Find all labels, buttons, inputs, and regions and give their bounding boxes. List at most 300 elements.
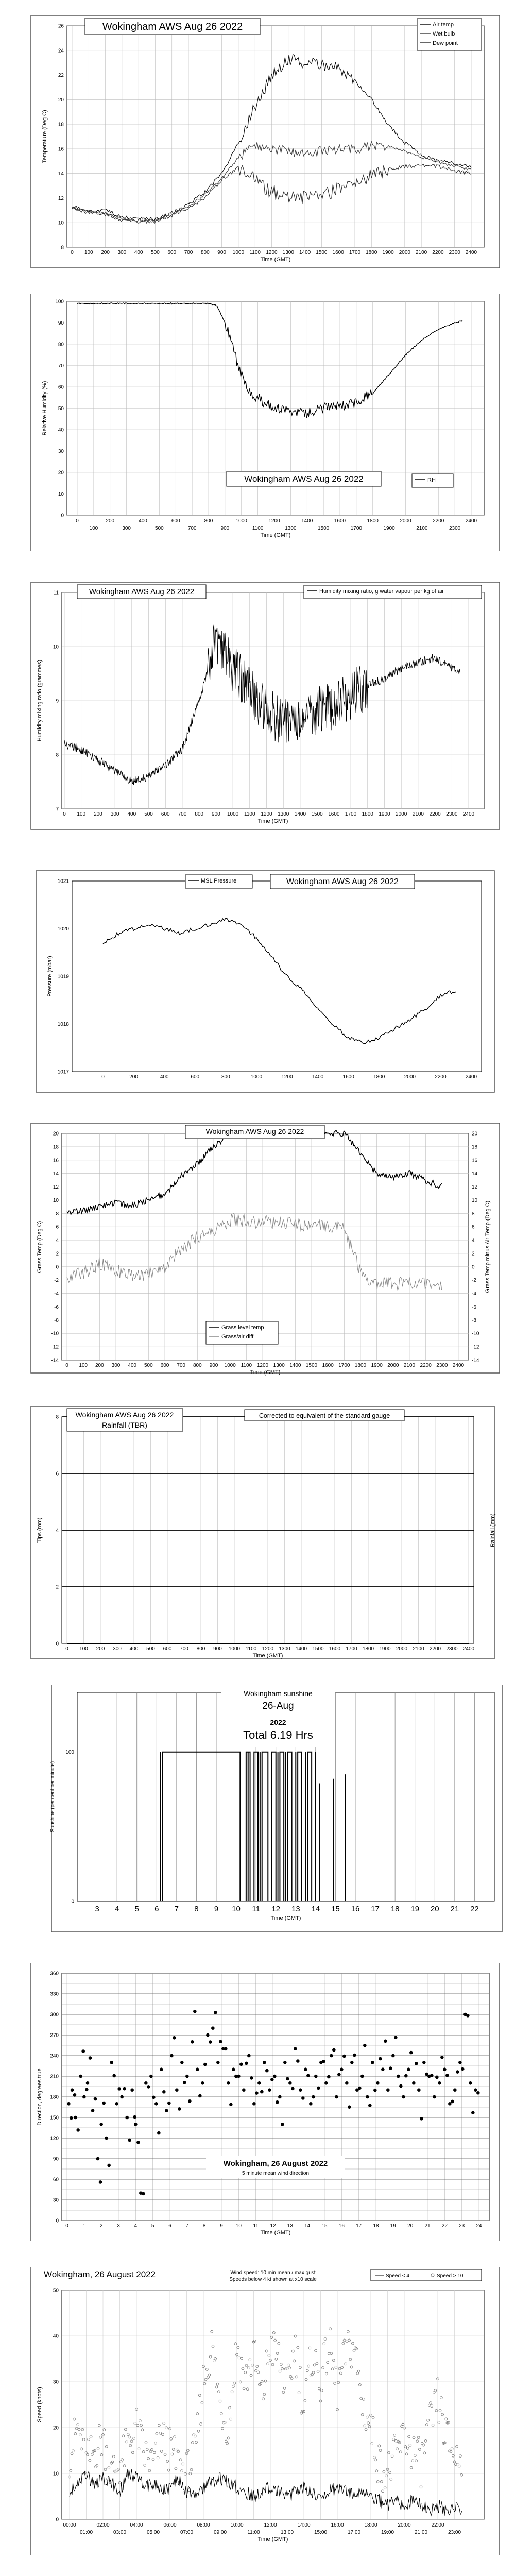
direction-point xyxy=(476,2091,480,2095)
y-tick-label: 1018 xyxy=(57,1022,69,1027)
y-tick-label: 18 xyxy=(53,1144,59,1150)
direction-point xyxy=(165,2109,168,2112)
x-tick-label: 7 xyxy=(174,1905,179,1913)
chart-wind-speed xyxy=(0,2267,515,2555)
x-tick-label: 800 xyxy=(193,1363,202,1368)
x-axis-label: Time (GMT) xyxy=(252,1653,283,1659)
direction-point xyxy=(81,2049,85,2053)
x-tick-label: 500 xyxy=(146,1646,155,1652)
x-tick-label: 600 xyxy=(160,1363,169,1368)
x-tick-label: 21 xyxy=(450,1905,459,1913)
chart-title: Wokingham, 26 August 2022 xyxy=(44,2269,156,2279)
x-tick-label: 1200 xyxy=(261,811,272,817)
x-tick-label: 12:00 xyxy=(264,2522,277,2528)
direction-point xyxy=(288,2081,292,2085)
direction-point xyxy=(409,2051,413,2055)
direction-point xyxy=(317,2087,320,2090)
y-tick-label: 8 xyxy=(56,752,59,758)
y-tick-label: 2 xyxy=(56,1251,59,1257)
direction-point xyxy=(85,2088,89,2092)
plot-area xyxy=(72,881,482,1072)
y-tick-label: 14 xyxy=(58,171,64,177)
x-tick-label: 2000 xyxy=(404,1074,416,1080)
y-axis-label: Speed (knots) xyxy=(37,2387,43,2422)
x-tick-label: 04:00 xyxy=(130,2522,143,2528)
direction-point xyxy=(458,2061,462,2064)
x-tick-label: 1000 xyxy=(228,1646,241,1652)
x-tick-label: 9 xyxy=(220,2223,223,2229)
direction-point xyxy=(201,2081,204,2085)
direction-point xyxy=(394,2036,398,2040)
direction-point xyxy=(371,2061,374,2064)
y-tick-label: 1017 xyxy=(57,1069,69,1075)
direction-point xyxy=(471,2111,475,2114)
x-tick-label: 19:00 xyxy=(381,2530,394,2535)
x-tick-label: 1600 xyxy=(342,1074,354,1080)
direction-point xyxy=(96,2157,100,2161)
x-tick-label: 24 xyxy=(476,2223,482,2229)
x-tick-label: 1900 xyxy=(379,1646,391,1652)
y-tick-label: 40 xyxy=(53,2333,59,2340)
y-tick-label: 300 xyxy=(50,2012,59,2018)
chart-total: Total 6.19 Hrs xyxy=(243,1728,313,1741)
x-tick-label: 15:00 xyxy=(314,2530,328,2535)
direction-point xyxy=(152,2096,156,2099)
direction-point xyxy=(306,2074,310,2078)
x-tick-label: 1500 xyxy=(312,1646,324,1652)
x-tick-label: 2000 xyxy=(399,250,410,256)
direction-point xyxy=(402,2095,405,2099)
direction-point xyxy=(242,2088,246,2092)
legend-label: MSL Pressure xyxy=(201,878,237,884)
direction-point xyxy=(445,2074,449,2077)
direction-point xyxy=(99,2180,102,2184)
x-tick-label: 6 xyxy=(168,2223,171,2229)
x-tick-label: 15 xyxy=(331,1905,340,1913)
direction-point xyxy=(224,2047,228,2051)
x-tick-label: 400 xyxy=(129,1646,139,1652)
x-tick-label: 300 xyxy=(110,811,119,817)
y2-tick-label: -10 xyxy=(472,1331,479,1337)
direction-point xyxy=(245,2062,248,2065)
x-tick-label: 2200 xyxy=(429,1646,441,1652)
x-tick-label: 3 xyxy=(117,2223,120,2229)
y-tick-label: -2 xyxy=(54,1278,59,1284)
direction-point xyxy=(299,2088,302,2092)
x-tick-label: 800 xyxy=(195,811,204,817)
direction-point xyxy=(373,2089,377,2092)
x-tick-label: 15 xyxy=(321,2223,328,2229)
x-tick-label: 17 xyxy=(356,2223,362,2229)
x-tick-label: 600 xyxy=(171,518,180,524)
y-tick-label: 60 xyxy=(58,384,64,391)
x-tick-label: 05:00 xyxy=(146,2530,160,2535)
x-tick-label: 1500 xyxy=(305,1363,318,1368)
x-tick-label: 8 xyxy=(194,1905,199,1913)
y-tick-label: 40 xyxy=(58,427,64,433)
x-tick-label: 200 xyxy=(101,250,110,256)
chart-title: Wokingham AWS Aug 26 2022 xyxy=(205,1127,304,1136)
direction-point xyxy=(350,2061,354,2064)
x-tick-label: 1200 xyxy=(256,1363,269,1368)
x-tick-label: 19 xyxy=(410,1905,420,1913)
direction-point xyxy=(324,2081,328,2085)
chart-date: 26-Aug xyxy=(262,1701,294,1711)
y-tick-label: 0 xyxy=(71,1899,74,1905)
x-tick-label: 1900 xyxy=(379,811,390,817)
x-tick-label: 3 xyxy=(95,1905,99,1913)
y-tick-label: 26 xyxy=(58,23,64,29)
x-tick-label: 200 xyxy=(129,1074,138,1080)
x-tick-label: 100 xyxy=(77,811,86,817)
chart-subtitle-2: Speeds below 4 kt shown at x10 scale xyxy=(229,2277,317,2282)
x-tick-label: 300 xyxy=(111,1363,121,1368)
chart-mixing-ratio xyxy=(0,577,515,835)
x-tick-label: 2400 xyxy=(462,1646,475,1652)
x-tick-label: 1100 xyxy=(241,1363,252,1368)
y-axis-label: Humidity mixing ratio (grammes) xyxy=(37,659,43,742)
x-tick-label: 700 xyxy=(177,1363,186,1368)
x-tick-label: 22:00 xyxy=(431,2522,444,2528)
x-tick-label: 1800 xyxy=(373,1074,385,1080)
x-tick-label: 1600 xyxy=(322,1363,334,1368)
direction-point xyxy=(265,2069,269,2073)
y-axis-label: Tips (mm) xyxy=(37,1517,43,1543)
direction-point xyxy=(128,2139,131,2142)
x-tick-label: 2400 xyxy=(465,250,477,256)
x-tick-label: 12 xyxy=(271,1905,281,1913)
x-tick-label: 0 xyxy=(76,518,79,524)
x-tick-label: 900 xyxy=(217,250,226,256)
y-tick-label: 6 xyxy=(56,1471,59,1477)
x-tick-label: 2300 xyxy=(446,811,458,817)
x-axis-label: Time (GMT) xyxy=(260,2230,291,2236)
direction-point xyxy=(312,2095,315,2099)
direction-point xyxy=(191,2040,194,2044)
x-tick-label: 1400 xyxy=(294,811,306,817)
x-tick-label: 10 xyxy=(232,1905,241,1913)
x-tick-label: 2300 xyxy=(446,1646,458,1652)
x-tick-label: 2300 xyxy=(449,250,460,256)
y-tick-label: 90 xyxy=(53,2156,59,2162)
y-tick-label: 20 xyxy=(53,1131,59,1137)
direction-point xyxy=(252,2102,256,2106)
legend-label: Speed < 4 xyxy=(386,2273,409,2279)
x-tick-label: 2200 xyxy=(420,1363,432,1368)
direction-point xyxy=(469,2081,472,2085)
direction-point xyxy=(193,2010,197,2013)
direction-point xyxy=(330,2054,333,2058)
x-tick-label: 200 xyxy=(95,1363,104,1368)
x-tick-label: 23:00 xyxy=(448,2530,461,2535)
direction-point xyxy=(443,2067,447,2071)
chart-rainfall xyxy=(0,1401,515,1659)
x-tick-label: 1000 xyxy=(235,518,247,524)
y2-tick-label: -2 xyxy=(472,1278,476,1284)
x-tick-label: 1600 xyxy=(334,518,346,524)
x-tick-label: 1300 xyxy=(282,250,294,256)
y2-tick-label: -6 xyxy=(472,1304,476,1310)
x-tick-label: 800 xyxy=(221,1074,230,1080)
direction-point xyxy=(239,2063,243,2066)
direction-point xyxy=(136,2141,140,2144)
x-tick-label: 09:00 xyxy=(213,2530,227,2535)
plot-area xyxy=(67,26,484,247)
x-tick-label: 10 xyxy=(235,2223,242,2229)
direction-point xyxy=(304,2067,307,2071)
x-tick-label: 900 xyxy=(212,811,220,817)
x-tick-label: 700 xyxy=(178,811,187,817)
y2-tick-label: 18 xyxy=(472,1144,478,1150)
direction-point xyxy=(250,2076,253,2080)
y-axis-label: Grass Temp (Deg C) xyxy=(37,1221,43,1273)
y2-tick-label: -14 xyxy=(472,1358,479,1364)
chart-title: Wokingham AWS Aug 26 2022 xyxy=(244,474,364,484)
direction-point xyxy=(170,2054,174,2058)
x-tick-label: 1100 xyxy=(245,1646,257,1652)
direction-point xyxy=(440,2056,444,2059)
y-tick-label: 4 xyxy=(56,1238,59,1244)
x-tick-label: 900 xyxy=(209,1363,218,1368)
x-tick-label: 1800 xyxy=(362,811,373,817)
y-tick-label: 14 xyxy=(53,1171,59,1177)
x-tick-label: 0 xyxy=(71,250,74,256)
direction-point xyxy=(255,2091,259,2095)
direction-point xyxy=(294,2047,297,2050)
x-tick-label: 1300 xyxy=(285,526,297,531)
x-tick-label: 17 xyxy=(371,1905,380,1913)
chart-relative-humidity xyxy=(0,294,515,551)
direction-point xyxy=(71,2088,74,2092)
legend-label: Speed > 10 xyxy=(437,2273,464,2279)
direction-point xyxy=(466,2014,470,2018)
direction-point xyxy=(384,2040,387,2043)
direction-point xyxy=(203,2063,207,2066)
x-tick-label: 1800 xyxy=(354,1363,367,1368)
y-tick-label: 20 xyxy=(58,470,64,476)
direction-point xyxy=(435,2076,439,2079)
x-tick-label: 1400 xyxy=(312,1074,324,1080)
x-tick-label: 900 xyxy=(213,1646,222,1652)
direction-point xyxy=(366,2095,369,2099)
direction-point xyxy=(309,2102,313,2106)
x-tick-label: 5 xyxy=(134,1905,139,1913)
chart-note: Corrected to equivalent of the standard gauge xyxy=(259,1412,390,1419)
y-tick-label: 16 xyxy=(53,1158,59,1164)
x-tick-label: 0 xyxy=(101,1074,105,1080)
y2-tick-label: 16 xyxy=(472,1158,478,1164)
direction-point xyxy=(99,2123,103,2126)
y2-tick-label: 0 xyxy=(472,1264,475,1270)
chart-title: Wokingham AWS Aug 26 2022 xyxy=(75,1411,174,1419)
direction-point xyxy=(335,2095,338,2099)
direction-point xyxy=(142,2192,145,2196)
direction-point xyxy=(348,2105,351,2109)
direction-point xyxy=(376,2081,380,2085)
chart-sunshine xyxy=(0,1685,515,1932)
direction-point xyxy=(417,2088,421,2092)
y-tick-label: -10 xyxy=(51,1331,59,1337)
chart-title: Wokingham AWS Aug 26 2022 xyxy=(286,877,399,886)
x-tick-label: 2 xyxy=(99,2223,103,2229)
y-tick-label: 330 xyxy=(50,1991,59,1997)
y-tick-label: 30 xyxy=(53,2197,59,2204)
x-tick-label: 500 xyxy=(144,1363,153,1368)
y2-tick-label: 10 xyxy=(472,1197,478,1204)
chart-title: Wokingham AWS Aug 26 2022 xyxy=(89,587,195,596)
x-axis-label: Time (GMT) xyxy=(260,257,291,263)
direction-point xyxy=(247,2054,251,2058)
x-tick-label: 1700 xyxy=(350,526,362,531)
direction-point xyxy=(363,2044,367,2047)
x-tick-label: 13 xyxy=(287,2223,293,2229)
x-tick-label: 12 xyxy=(270,2223,276,2229)
x-tick-label: 400 xyxy=(127,811,136,817)
x-tick-label: 2400 xyxy=(462,811,475,817)
x-tick-label: 400 xyxy=(160,1074,169,1080)
x-tick-label: 1100 xyxy=(244,811,255,817)
plot-area xyxy=(62,2290,484,2519)
x-tick-label: 1800 xyxy=(366,250,377,256)
x-tick-label: 100 xyxy=(89,526,98,531)
x-tick-label: 1100 xyxy=(252,526,264,531)
chart-title: Wokingham sunshine xyxy=(244,1689,313,1698)
x-tick-label: 1200 xyxy=(266,250,278,256)
x-tick-label: 2000 xyxy=(396,811,407,817)
chart-rh-panel xyxy=(0,294,515,551)
y-tick-label: -4 xyxy=(54,1291,59,1297)
x-tick-label: 300 xyxy=(117,250,127,256)
direction-point xyxy=(415,2062,418,2065)
direction-point xyxy=(386,2088,390,2092)
direction-point xyxy=(438,2081,441,2085)
y2-tick-label: -4 xyxy=(472,1291,476,1297)
x-tick-label: 1200 xyxy=(262,1646,274,1652)
y2-tick-label: 4 xyxy=(472,1238,475,1244)
direction-point xyxy=(180,2061,184,2064)
x-tick-label: 1300 xyxy=(278,811,289,817)
x-tick-label: 300 xyxy=(113,1646,122,1652)
direction-point xyxy=(433,2095,436,2099)
x-tick-label: 23 xyxy=(459,2223,465,2229)
x-tick-label: 400 xyxy=(139,518,147,524)
x-tick-label: 4 xyxy=(114,1905,119,1913)
x-tick-label: 1100 xyxy=(249,250,261,256)
x-tick-label: 2200 xyxy=(432,250,444,256)
x-tick-label: 18 xyxy=(373,2223,379,2229)
x-tick-label: 100 xyxy=(79,1646,88,1652)
x-tick-label: 21 xyxy=(424,2223,431,2229)
chart-year: 2022 xyxy=(270,1718,286,1726)
x-tick-label: 1600 xyxy=(328,811,340,817)
direction-point xyxy=(130,2088,134,2092)
direction-point xyxy=(82,2095,86,2099)
direction-point xyxy=(73,2093,77,2097)
direction-point xyxy=(237,2075,241,2078)
x-tick-label: 13:00 xyxy=(280,2530,294,2535)
direction-point xyxy=(105,2137,108,2140)
direction-point xyxy=(276,2100,279,2104)
direction-point xyxy=(175,2088,179,2092)
x-tick-label: 2300 xyxy=(449,526,461,531)
x-tick-label: 14 xyxy=(304,2223,311,2229)
x-tick-label: 16 xyxy=(338,2223,345,2229)
y-tick-label: 2 xyxy=(56,1584,59,1590)
x-axis-label: Time (GMT) xyxy=(250,1369,281,1376)
y-tick-label: 80 xyxy=(58,342,64,348)
y-axis-label: Pressure (mbar) xyxy=(47,956,53,997)
y-tick-label: 8 xyxy=(56,1414,59,1420)
legend-label: Grass/air diff xyxy=(221,1334,254,1340)
x-tick-label: 2100 xyxy=(412,811,424,817)
direction-point xyxy=(327,2075,331,2079)
x-tick-label: 600 xyxy=(163,1646,172,1652)
y2-axis-label: Grass Temp minus Air Temp (Deg C) xyxy=(485,1200,491,1293)
x-tick-label: 20 xyxy=(407,2223,414,2229)
x-tick-label: 6 xyxy=(154,1905,159,1913)
x-tick-label: 1000 xyxy=(250,1074,263,1080)
direction-point xyxy=(183,2081,186,2084)
direction-point xyxy=(196,2067,199,2071)
y-tick-label: 10 xyxy=(53,2471,59,2477)
x-tick-label: 1200 xyxy=(281,1074,293,1080)
x-axis-label: Time (GMT) xyxy=(258,818,288,824)
direction-point xyxy=(391,2054,395,2058)
x-tick-label: 10:00 xyxy=(230,2522,244,2528)
x-tick-label: 5 xyxy=(151,2223,154,2229)
x-tick-label: 03:00 xyxy=(113,2530,127,2535)
direction-point xyxy=(281,2123,284,2126)
x-tick-label: 14:00 xyxy=(297,2522,311,2528)
direction-point xyxy=(198,2094,202,2098)
x-tick-label: 1500 xyxy=(316,250,328,256)
direction-point xyxy=(209,2040,212,2044)
direction-point xyxy=(337,2073,341,2076)
x-tick-label: 1300 xyxy=(273,1363,285,1368)
y-tick-label: 60 xyxy=(53,2177,59,2183)
direction-point xyxy=(229,2103,233,2107)
y-tick-label: 6 xyxy=(56,1224,59,1230)
x-tick-label: 2100 xyxy=(416,250,427,256)
x-tick-label: 1800 xyxy=(367,518,379,524)
direction-point xyxy=(216,2061,220,2064)
x-tick-label: 18:00 xyxy=(364,2522,377,2528)
x-tick-label: 1900 xyxy=(371,1363,383,1368)
y-tick-label: 8 xyxy=(56,1211,59,1217)
x-tick-label: 17:00 xyxy=(347,2530,361,2535)
x-tick-label: 19 xyxy=(390,2223,396,2229)
y2-tick-label: 20 xyxy=(472,1131,478,1137)
y-tick-label: 100 xyxy=(55,299,64,305)
direction-point xyxy=(134,2123,138,2126)
direction-point xyxy=(70,2116,73,2120)
x-tick-label: 16:00 xyxy=(331,2522,344,2528)
y-tick-label: 0 xyxy=(61,513,64,519)
direction-point xyxy=(278,2095,282,2099)
x-tick-label: 2000 xyxy=(387,1363,399,1368)
y-tick-label: 100 xyxy=(65,1750,74,1756)
x-tick-label: 500 xyxy=(144,811,153,817)
x-tick-label: 2100 xyxy=(416,526,428,531)
y-tick-label: 20 xyxy=(58,97,64,103)
x-tick-label: 00:00 xyxy=(63,2522,76,2528)
y2-axis-label: Rainfall (mm) xyxy=(490,1513,496,1547)
x-axis-label: Time (GMT) xyxy=(270,1915,301,1921)
direction-point xyxy=(412,2081,416,2085)
legend-label: Humidity mixing ratio, g water vapour per kg of air xyxy=(319,588,444,595)
y-tick-label: -6 xyxy=(54,1304,59,1310)
y2-tick-label: 6 xyxy=(472,1224,475,1230)
